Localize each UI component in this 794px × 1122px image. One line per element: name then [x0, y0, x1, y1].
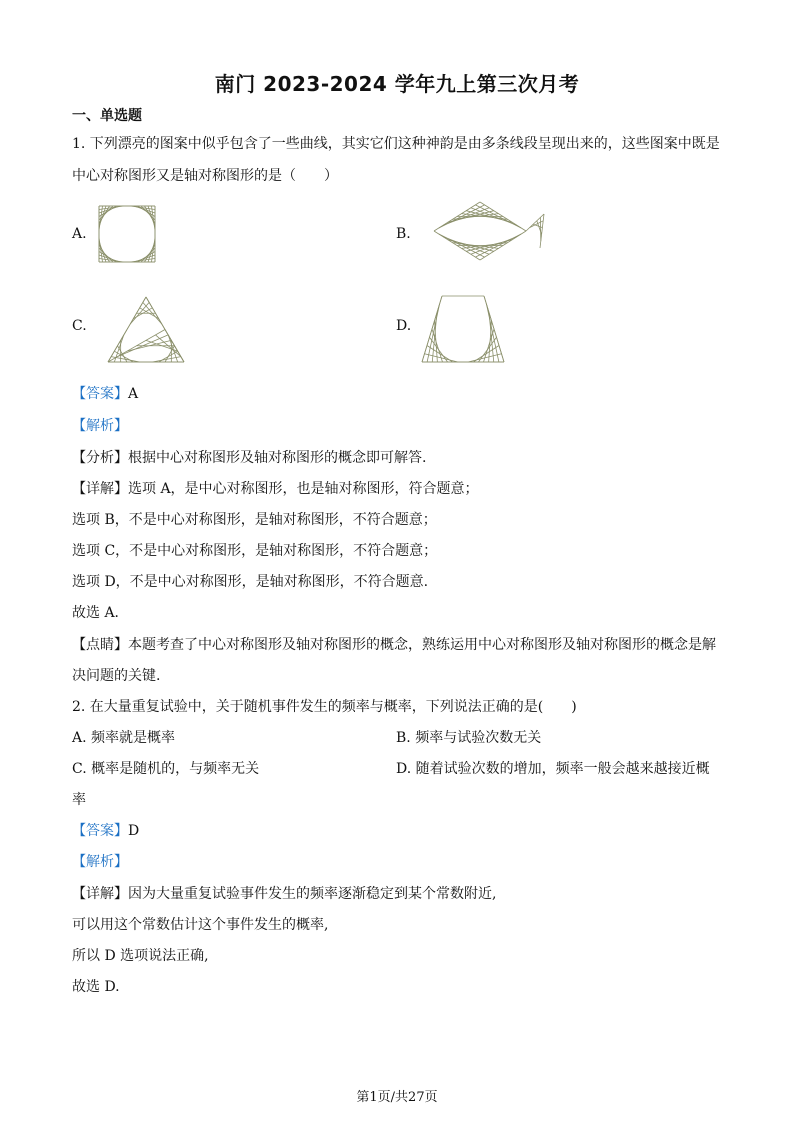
q2-answer-tag: 【答案】 — [72, 823, 128, 839]
q2-option-a: A. 频率就是概率 — [72, 730, 176, 746]
q2-conclusion: 故选 D. — [72, 979, 120, 995]
q1-option-c-label: C. — [72, 318, 87, 334]
q1-xiangjie-4: 选项 D，不是中心对称图形，是轴对称图形，不符合题意. — [72, 574, 429, 590]
q2-xiangjie-3: 所以 D 选项说法正确, — [72, 948, 209, 964]
page-footer: 第1页/共27页 — [356, 1090, 438, 1105]
q1-stem-line2: 中心对称图形又是轴对称图形的是（ ） — [72, 168, 338, 184]
q1-answer — [72, 384, 138, 404]
q1-dianjing-2: 决问题的关键. — [72, 668, 161, 684]
q1-xiangjie-3: 选项 C，不是中心对称图形，是轴对称图形，不符合题意； — [72, 543, 438, 559]
q1-stem-line1: 1. 下列漂亮的图案中似乎包含了一些曲线，其实它们这种神韵是由多条线段呈现出来的，这些图案中既是 — [72, 136, 720, 152]
q2-option-c: C. 概率是随机的，与频率无关 — [72, 761, 260, 777]
q2-stem: 2. 在大量重复试验中，关于随机事件发生的频率与概率，下列说法正确的是( ) — [72, 699, 577, 715]
q1-xiangjie-1: 【详解】选项 A，是中心对称图形，也是轴对称图形，符合题意； — [72, 481, 479, 497]
page-title: 南门 2023-2024 学年九上第三次月考 — [214, 72, 580, 96]
q1-figure-d — [418, 292, 508, 366]
q1-analysis-tag: 【解析】 — [72, 418, 128, 434]
q1-fenxi: 【分析】根据中心对称图形及轴对称图形的概念即可解答. — [72, 450, 427, 466]
q2-answer — [72, 821, 139, 841]
q1-figure-a — [96, 203, 158, 265]
q1-conclusion: 故选 A． — [72, 605, 129, 621]
section-heading: 一、单选题 — [72, 108, 142, 124]
q2-analysis-tag: 【解析】 — [72, 854, 128, 870]
q2-xiangjie-1: 【详解】因为大量重复试验事件发生的频率逐渐稳定到某个常数附近, — [72, 886, 497, 902]
q2-xiangjie-2: 可以用这个常数估计这个事件发生的概率, — [72, 917, 329, 933]
q2-option-d-continued: 率 — [72, 792, 86, 808]
q1-dianjing-1: 【点睛】本题考查了中心对称图形及轴对称图形的概念，熟练运用中心对称图形及轴对称图形的概念是解 — [72, 637, 716, 653]
q1-figure-c — [104, 294, 188, 366]
q1-option-a-label: A. — [72, 226, 87, 242]
q2-answer-value: D — [128, 823, 140, 839]
q1-answer-tag: 【答案】 — [72, 386, 128, 402]
q1-answer-value: A — [128, 386, 139, 402]
q1-option-d-label: D. — [396, 318, 412, 334]
q1-option-b-label: B. — [396, 226, 411, 242]
q1-xiangjie-2: 选项 B，不是中心对称图形，是轴对称图形，不符合题意； — [72, 512, 437, 528]
q2-option-d: D. 随着试验次数的增加，频率一般会越来越接近概 — [396, 761, 710, 777]
q1-figure-b — [430, 200, 550, 262]
q2-option-b: B. 频率与试验次数无关 — [396, 730, 542, 746]
